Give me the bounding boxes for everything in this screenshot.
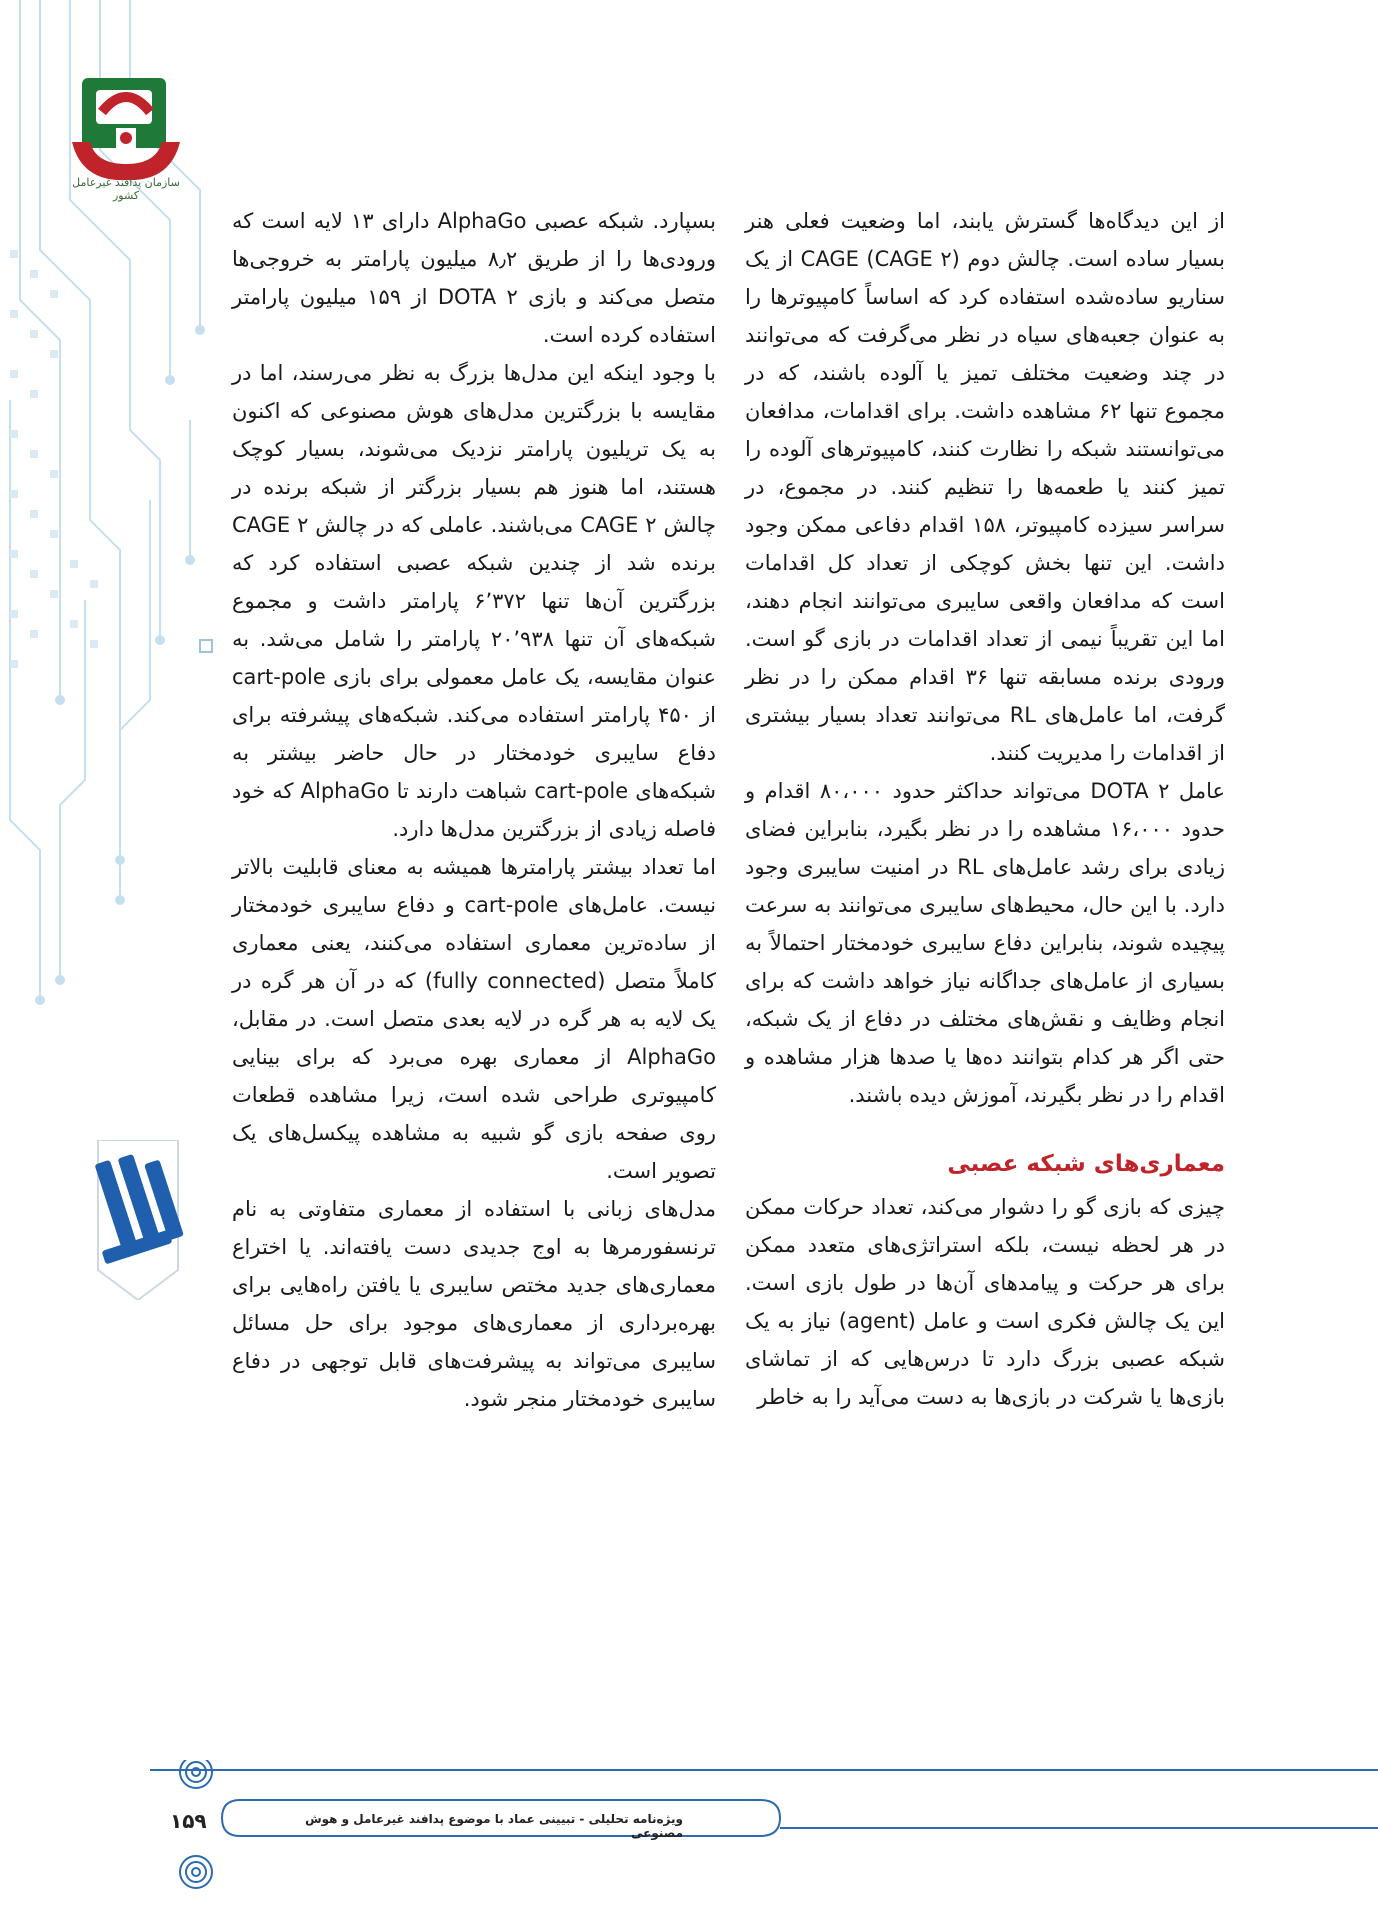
footer-decoration [0,1760,1378,1890]
paragraph: مدل‌های زبانی با استفاده از معماری متفاوتی به نام ترنسفورمرها به اوج جدیدی دست یافته‌اند. یا اختراع معماری‌های جدید مختص سایبری یا یافتن راه‌هایی برای بهره‌برداری از معماری‌های موجود برای حل مسائل سایبری می‌تواند به پیشرفت‌های قابل توجهی در دفاع سایبری خودمختار منجر شود. [232,1197,716,1411]
section-heading: معماری‌های شبکه عصبی [947,1151,1225,1177]
footer-title: ویژه‌نامه تحلیلی - تبیینی عماد با موضوع پدافند غیرعامل و هوش مصنوعی [305,1812,683,1840]
paragraph: اما تعداد بیشتر پارامترها همیشه به معنای قابلیت بالاتر نیست. عامل‌های cart-pole و دفاع سایبری خودمختار از ساده‌ترین معماری استفاده می‌کنند، یعنی معماری کاملاً متصل (fully connected) که در آن هر گره در یک لایه به هر گره در لایه بعدی متصل است. در مقابل، AlphaGo از معماری بهره می‌برد که برای بینایی کامپیوتری طراحی شده است، زیرا مشاهده قطعات روی صفحه بازی گو شبیه به مشاهده پیکسل‌های یک تصویر است. [232,855,717,1183]
paragraph: با وجود اینکه این مدل‌ها بزرگ به نظر می‌رسند، اما در مقایسه با بزرگترین مدل‌های هوش مصنوعی که اکنون به یک تریلیون پارامتر نزدیک می‌شوند، بسیار کوچک هستند، اما هنوز هم بسیار بزرگتر از شبکه برنده در چالش CAGE ۲ می‌باشند. عاملی که در چالش CAGE ۲ برنده شد از چندین شبکه عصبی استفاده کرد که بزرگترین آن‌ها تنها ۶٬۳۷۲ پارامتر داشت و مجموع شبکه‌های آن تنها ۲۰٬۹۳۸ پارامتر را شامل می‌شد. به عنوان مقایسه، یک عامل معمولی برای بازی cart-pole از ۴۵۰ پارامتر استفاده می‌کند. شبکه‌های پیشرفته برای دفاع سایبری خودمختار در حال حاضر بیشتر به شبکه‌های cart-pole شباهت دارند تا AlphaGo که خود فاصله زیادی از بزرگترین مدل‌ها دارد. [232,361,716,841]
logo-caption: سازمان پدافند غیرعامل کشور [72,176,180,202]
paragraph: عامل DOTA ۲ می‌تواند حداکثر حدود ۸۰،۰۰۰ اقدام و حدود ۱۶،۰۰۰ مشاهده را در نظر بگیرد، بنابراین فضای زیادی برای رشد عامل‌های RL در امنیت سایبری وجود دارد. با این حال، محیط‌های سایبری می‌توانند به سرعت پیچیده شوند، بنابراین دفاع سایبری خودمختار احتمالاً به بسیاری از عامل‌های جداگانه نیاز خواهد داشت که برای انجام وظایف و نقش‌های مختلف در دفاع از یک شبکه، حتی اگر هر کدام بتوانند ده‌ها یا صدها هزار مشاهده و اقدام را در نظر بگیرند، آموزش دیده باشند. [745,779,1226,1107]
organization-logo-icon [62,72,190,192]
paragraph: بسپارد. شبکه عصبی AlphaGo دارای ۱۳ لایه است که ورودی‌ها را از طریق ۸٫۲ میلیون پارامتر به خروجی‌ها متصل می‌کند و بازی DOTA ۲ از ۱۵۹ میلیون پارامتر استفاده کرده است. [232,209,717,347]
article-column-left [232,202,716,1418]
article-column-right [745,202,1225,1416]
paragraph: چیزی که بازی گو را دشوار می‌کند، تعداد حرکات ممکن در هر لحظه نیست، بلکه استراتژی‌های متعدد ممکن برای هر حرکت و پیامدهای آن‌ها در طول بازی است. این یک چالش فکری است و عامل (agent) نیاز به یک شبکه عصبی بزرگ دارد تا درس‌هایی که از تماشای بازی‌ها یا شرکت در بازی‌ها به دست می‌آید را به خاطر [745,1195,1225,1409]
paragraph: از این دیدگاه‌ها گسترش یابند، اما وضعیت فعلی هنر بسیار ساده است. چالش دوم CAGE (CAGE ۲) از یک سناریو ساده‌شده استفاده کرد که اساساً کامپیوترها را به عنوان جعبه‌های سیاه در نظر می‌گرفت که می‌توانند در چند وضعیت مختلف تمیز یا آلوده باشند، که در مجموع تنها ۶۲ مشاهده داشت. برای اقدامات، مدافعان می‌توانستند شبکه را نظارت کنند، کامپیوترهای آلوده را تمیز کنند یا طعمه‌ها را تنظیم کنند. در مجموع، در سراسر سیزده کامپیوتر، ۱۵۸ اقدام دفاعی ممکن وجود داشت. این تنها بخش کوچکی از تعداد کل اقدامات است که مدافعان واقعی سایبری می‌توانند انجام دهند، اما این تقریباً نیمی از تعداد اقدامات در بازی گو است. ورودی برنده مسابقه تنها ۳۶ اقدام ممکن را در نظر گرفت، اما عامل‌های RL می‌توانند تعداد بسیار بیشتری از اقدامات را مدیریت کنند. [745,209,1226,765]
emad-logo-icon [88,1140,188,1300]
page-number: ۱۵۹ [170,1809,207,1833]
